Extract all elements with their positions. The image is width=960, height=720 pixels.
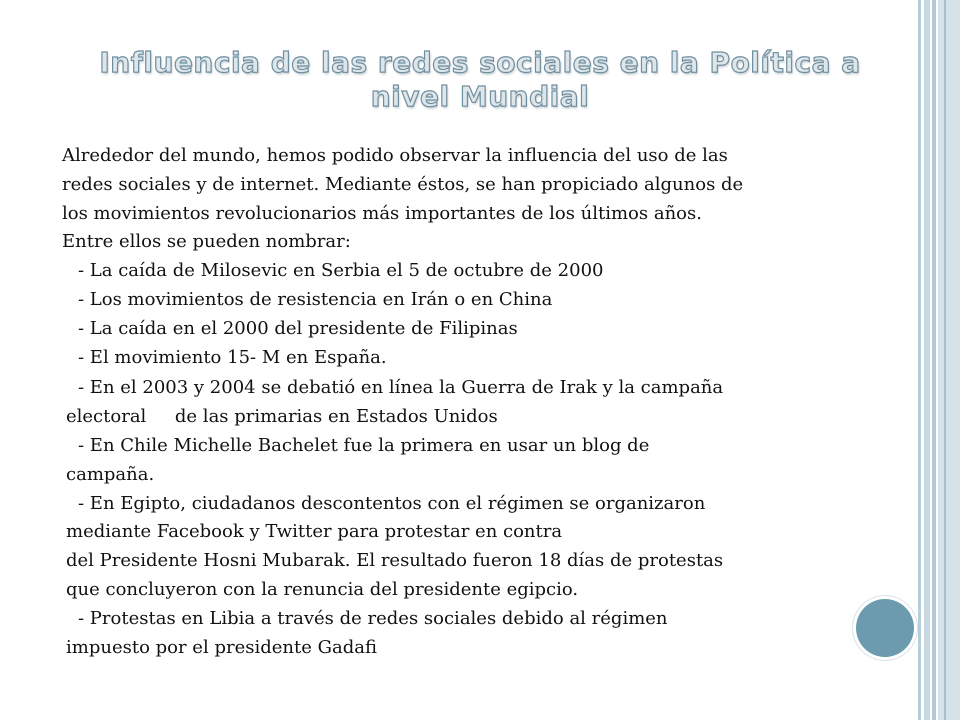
- list-item-continuation: mediante Facebook y Twitter para protestar en contra: [66, 521, 563, 543]
- intro-line: Alrededor del mundo, hemos podido observar la influencia del uso de las: [62, 145, 728, 166]
- list-item: - La caída de Milosevic en Serbia el 5 de octubre de 2000: [78, 260, 604, 282]
- list-item-continuation: del Presidente Hosni Mubarak. El resultado fueron 18 días de protestas: [66, 550, 724, 572]
- list-item: - La caída en el 2000 del presidente de Filipinas: [78, 317, 518, 339]
- slide-title: [60, 46, 900, 114]
- list-item-continuation: que concluyeron con la renuncia del presidente egipcio.: [66, 578, 579, 600]
- list-item: - En Egipto, ciudadanos descontentos con el régimen se organizaron: [78, 492, 706, 514]
- list-item: - En el 2003 y 2004 se debatió en línea la Guerra de Irak y la campaña: [78, 377, 724, 399]
- list-item: - Protestas en Libia a través de redes sociales debido al régimen: [78, 607, 668, 629]
- list-item: - En Chile Michelle Bachelet fue la primera en usar un blog de: [78, 434, 650, 456]
- slide-body: [62, 142, 882, 662]
- list-item: - Los movimientos de resistencia en Irán o en China: [78, 288, 553, 310]
- list-item-continuation: campaña.: [66, 463, 155, 485]
- decor-stripe: [938, 0, 960, 720]
- decor-circle: [856, 599, 914, 657]
- decor-stripe: [924, 0, 930, 720]
- decor-stripe: [944, 0, 946, 720]
- intro-line: redes sociales y de internet. Mediante éstos, se han propiciado algunos de: [62, 173, 744, 195]
- list-item-continuation: impuesto por el presidente Gadafi: [66, 636, 377, 658]
- list-item: - El movimiento 15- M en España.: [78, 346, 387, 368]
- slide-title-line: nivel Mundial: [370, 80, 590, 113]
- slide-title-line: Influencia de las redes sociales en la Política a: [99, 46, 861, 79]
- decor-stripe: [932, 0, 936, 720]
- decor-stripe: [918, 0, 921, 720]
- intro-line: los movimientos revolucionarios más importantes de los últimos años.: [62, 202, 702, 224]
- intro-line: Entre ellos se pueden nombrar:: [62, 231, 351, 253]
- list-item-continuation: electoral de las primarias en Estados Unidos: [66, 406, 498, 428]
